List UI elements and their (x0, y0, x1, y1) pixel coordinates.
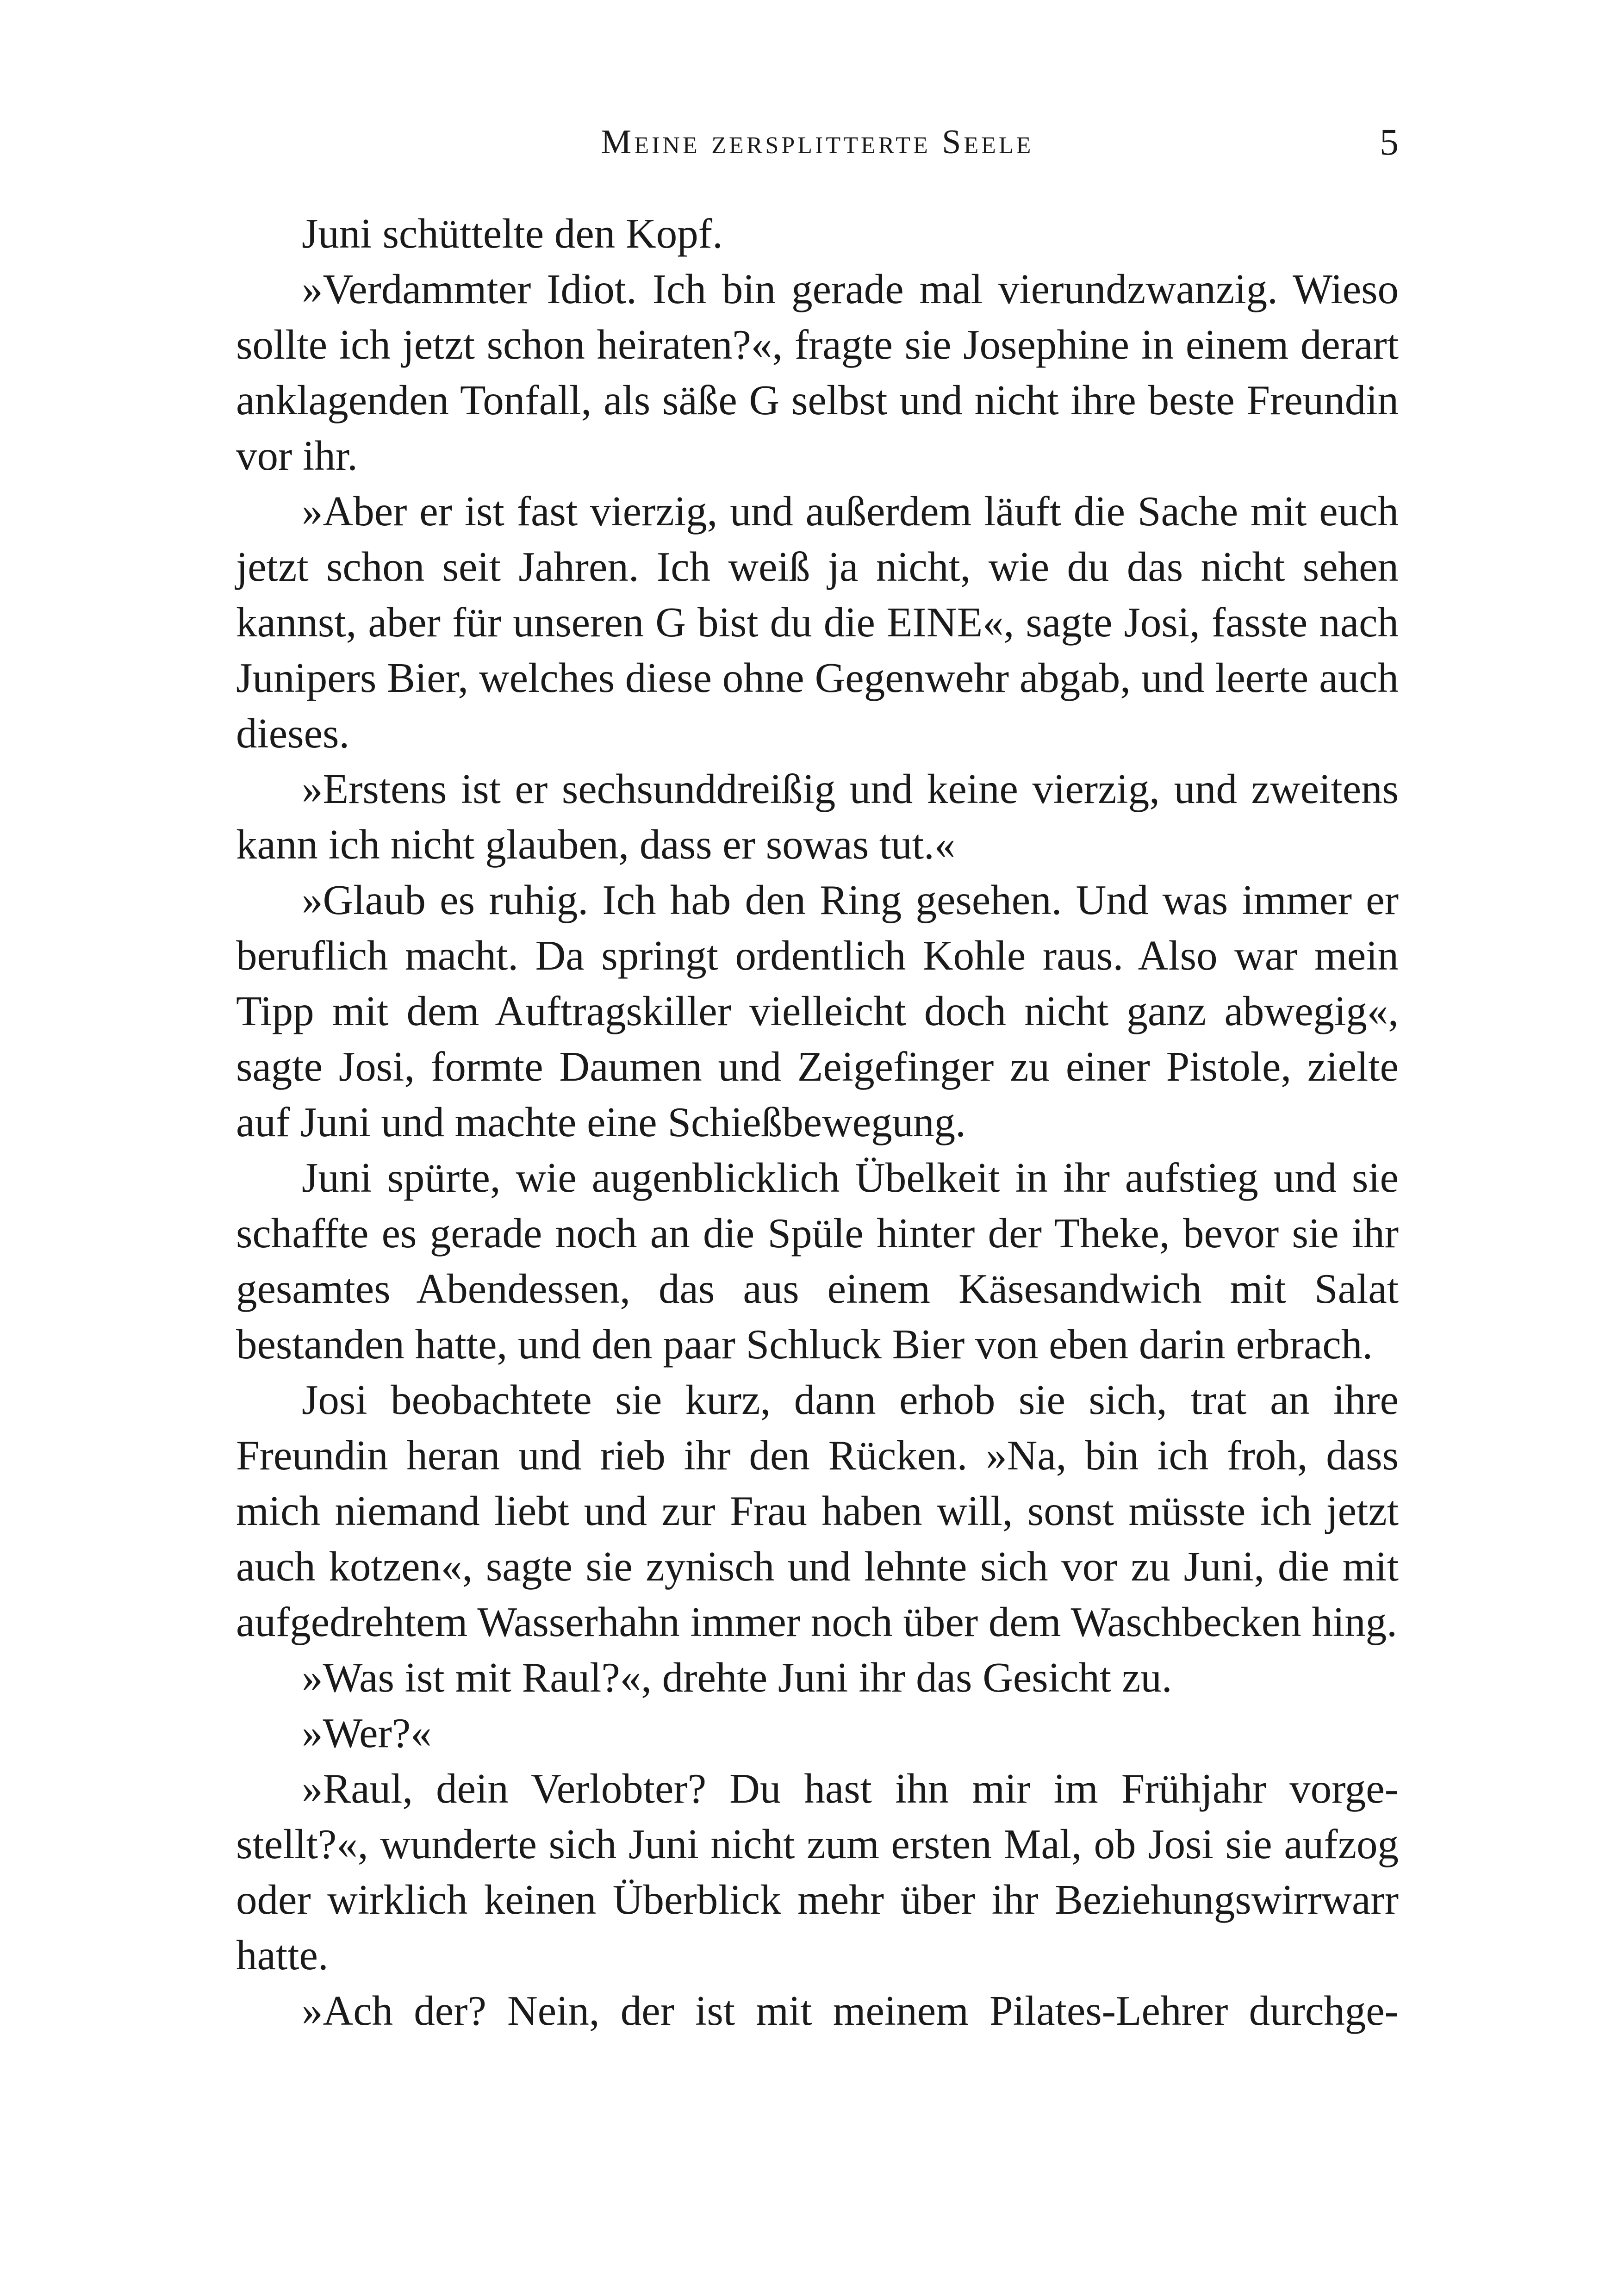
paragraph: Juni spürte, wie augenblicklich Übelkeit in ihr aufstieg und sie schaffte es gerade noch an die Spüle hinter der Theke, bevor sie ihr gesamtes Abendessen, das aus einem Käsesandwich mit Salat bestanden hatte, und den paar Schluck Bier von eben darin erbrach. (236, 1154, 1399, 1368)
page-number: 5 (1380, 121, 1399, 163)
paragraph: »Aber er ist fast vierzig, und außerdem läuft die Sache mit euch jetzt schon seit Jahren. Ich weiß ja nicht, wie du das nicht sehen kannst, aber für unseren G bist du die EINE«, sagte Josi, fasste nach Junipers Bier, welches diese ohne Gegenwehr abgab, und leerte auch dieses. (236, 488, 1399, 757)
paragraph: »Verdammter Idiot. Ich bin gerade mal vierundzwanzig. Wieso sollte ich jetzt schon heiraten?«, fragte sie Josephine in einem derart anklagenden Tonfall, als säße G selbst und nicht ihre beste Freundin vor ihr. (236, 266, 1399, 479)
paragraph: »Was ist mit Raul?«, drehte Juni ihr das Gesicht zu. (302, 1654, 1172, 1701)
paragraph: »Erstens ist er sechsunddreißig und keine vierzig, und zweitens kann ich nicht glauben, dass er sowas tut.« (236, 765, 1399, 868)
paragraph: Josi beobachtete sie kurz, dann erhob sie sich, trat an ihre Freundin heran und rieb ihr den Rücken. »Na, bin ich froh, dass mich niemand liebt und zur Frau haben will, sonst müsste ich jetzt auch kotzen«, sagte sie zynisch und lehnte sich vor zu Juni, die mit aufgedrehtem Wasserhahn immer noch über dem Waschbecken hing. (236, 1376, 1399, 1645)
body-text (236, 206, 1399, 2039)
paragraph: »Raul, dein Verlobter? Du hast ihn mir im Frühjahr vorgestellt?«, wunderte sich Juni nicht zum ersten Mal, ob Josi sie aufzog oder wirklich keinen Überblick mehr über ihr Beziehungswirrwarr hatte. (236, 1765, 1399, 1979)
paragraph: Juni schüttelte den Kopf. (302, 210, 723, 257)
running-head (236, 121, 1399, 163)
running-title: Meine zersplitterte Seele (601, 123, 1034, 161)
paragraph: »Glaub es ruhig. Ich hab den Ring gesehen. Und was immer er beruflich macht. Da springt ordentlich Kohle raus. Also war mein Tipp mit dem Auftragskiller vielleicht doch nicht ganz abwegig«, sagte Josi, formte Daumen und Zeigefinger zu einer Pistole, zielte auf Juni und machte eine Schießbewegung. (236, 877, 1399, 1145)
paragraph: »Ach der? Nein, der ist mit meinem Pilates-Lehrer durchge- (302, 1987, 1399, 2034)
paragraph: »Wer?« (302, 1710, 432, 1756)
